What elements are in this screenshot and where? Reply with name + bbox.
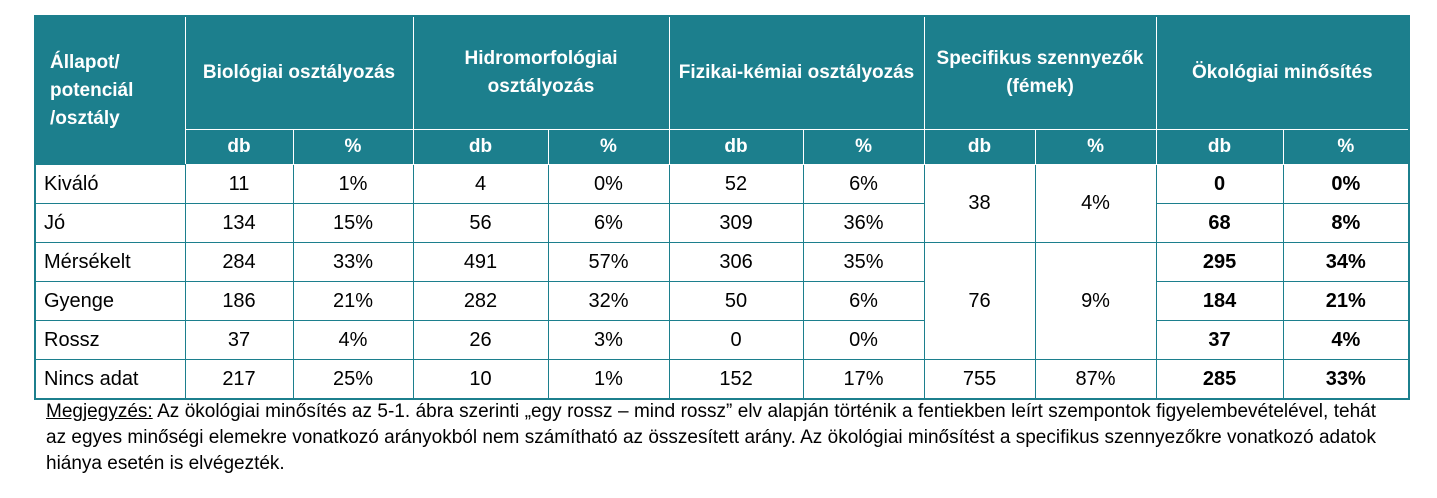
footnote (46, 399, 1376, 477)
subheader-db: db (413, 130, 548, 165)
eco-cell-pct: 21% (1283, 282, 1409, 321)
row-label: Nincs adat (35, 360, 185, 400)
table-cell: 3% (548, 321, 669, 360)
table-cell: 186 (185, 282, 293, 321)
table-cell: 56 (413, 204, 548, 243)
table-cell: 37 (185, 321, 293, 360)
table-cell: 284 (185, 243, 293, 282)
spec-cell-pct: 4% (1035, 165, 1156, 243)
table-cell: 32% (548, 282, 669, 321)
table-cell: 15% (293, 204, 413, 243)
subheader-db: db (924, 130, 1035, 165)
table-cell: 36% (803, 204, 924, 243)
eco-cell-db: 68 (1156, 204, 1283, 243)
eco-cell-pct: 8% (1283, 204, 1409, 243)
table-cell: 152 (669, 360, 803, 400)
table-cell: 309 (669, 204, 803, 243)
eco-cell-db: 295 (1156, 243, 1283, 282)
subheader-pct: % (1283, 130, 1409, 165)
subheader-db: db (1156, 130, 1283, 165)
classification-table (34, 15, 1410, 400)
table-cell: 26 (413, 321, 548, 360)
subheader-pct: % (803, 130, 924, 165)
state-header: Állapot/ potenciál /osztály (35, 16, 185, 165)
subheader-row (35, 130, 1409, 165)
group-header-ecological: Ökológiai minősítés (1156, 16, 1409, 130)
group-header-specific-pollutants: Specifikus szennyezők (fémek) (924, 16, 1156, 130)
spec-cell-pct: 87% (1035, 360, 1156, 400)
group-header-physicochemical: Fizikai-kémiai osztályozás (669, 16, 924, 130)
spec-cell-db: 755 (924, 360, 1035, 400)
table-cell: 50 (669, 282, 803, 321)
subheader-db: db (669, 130, 803, 165)
table-cell: 52 (669, 165, 803, 204)
table-row (35, 204, 1409, 243)
table-cell: 10 (413, 360, 548, 400)
eco-cell-pct: 33% (1283, 360, 1409, 400)
table-row (35, 321, 1409, 360)
subheader-pct: % (293, 130, 413, 165)
table-cell: 57% (548, 243, 669, 282)
header-row (35, 16, 1409, 130)
table-cell: 6% (803, 282, 924, 321)
row-label: Jó (35, 204, 185, 243)
group-header-hydromorphological: Hidromorfológiai osztályozás (413, 16, 669, 130)
table-cell: 0 (669, 321, 803, 360)
row-label: Mérsékelt (35, 243, 185, 282)
eco-cell-db: 0 (1156, 165, 1283, 204)
spec-cell-db: 38 (924, 165, 1035, 243)
table-cell: 4 (413, 165, 548, 204)
table-cell: 25% (293, 360, 413, 400)
group-header-biological: Biológiai osztályozás (185, 16, 413, 130)
table-cell: 282 (413, 282, 548, 321)
subheader-db: db (185, 130, 293, 165)
table-container (34, 15, 1408, 400)
eco-cell-pct: 4% (1283, 321, 1409, 360)
table-cell: 6% (548, 204, 669, 243)
eco-cell-pct: 34% (1283, 243, 1409, 282)
row-label: Gyenge (35, 282, 185, 321)
table-row (35, 165, 1409, 204)
table-cell: 217 (185, 360, 293, 400)
row-label: Kiváló (35, 165, 185, 204)
table-cell: 0% (548, 165, 669, 204)
footnote-text: Az ökológiai minősítés az 5-1. ábra szerinti „egy rossz – mind rossz” elv alapján történik a fentiekben leírt szempontok figyelembevételével, tehát az egyes minőségi elemekre vonatkozó arányokból nem számítható az összesített arány. Az ökológiai minősítést a specifikus szennyezőkre vonatkozó adatok hiánya esetén is elvégezték. (46, 401, 1376, 474)
table-row (35, 282, 1409, 321)
spec-cell-pct: 9% (1035, 243, 1156, 360)
footnote-label: Megjegyzés: (46, 401, 153, 422)
table-cell: 1% (548, 360, 669, 400)
table-cell: 4% (293, 321, 413, 360)
table-cell: 33% (293, 243, 413, 282)
eco-cell-db: 37 (1156, 321, 1283, 360)
eco-cell-db: 285 (1156, 360, 1283, 400)
table-row (35, 360, 1409, 400)
row-label: Rossz (35, 321, 185, 360)
table-cell: 35% (803, 243, 924, 282)
table-cell: 6% (803, 165, 924, 204)
table-cell: 1% (293, 165, 413, 204)
table-row (35, 243, 1409, 282)
table-cell: 17% (803, 360, 924, 400)
spec-cell-db: 76 (924, 243, 1035, 360)
subheader-pct: % (1035, 130, 1156, 165)
table-cell: 491 (413, 243, 548, 282)
table-cell: 134 (185, 204, 293, 243)
table-cell: 0% (803, 321, 924, 360)
eco-cell-pct: 0% (1283, 165, 1409, 204)
eco-cell-db: 184 (1156, 282, 1283, 321)
table-cell: 21% (293, 282, 413, 321)
subheader-pct: % (548, 130, 669, 165)
table-cell: 11 (185, 165, 293, 204)
table-cell: 306 (669, 243, 803, 282)
